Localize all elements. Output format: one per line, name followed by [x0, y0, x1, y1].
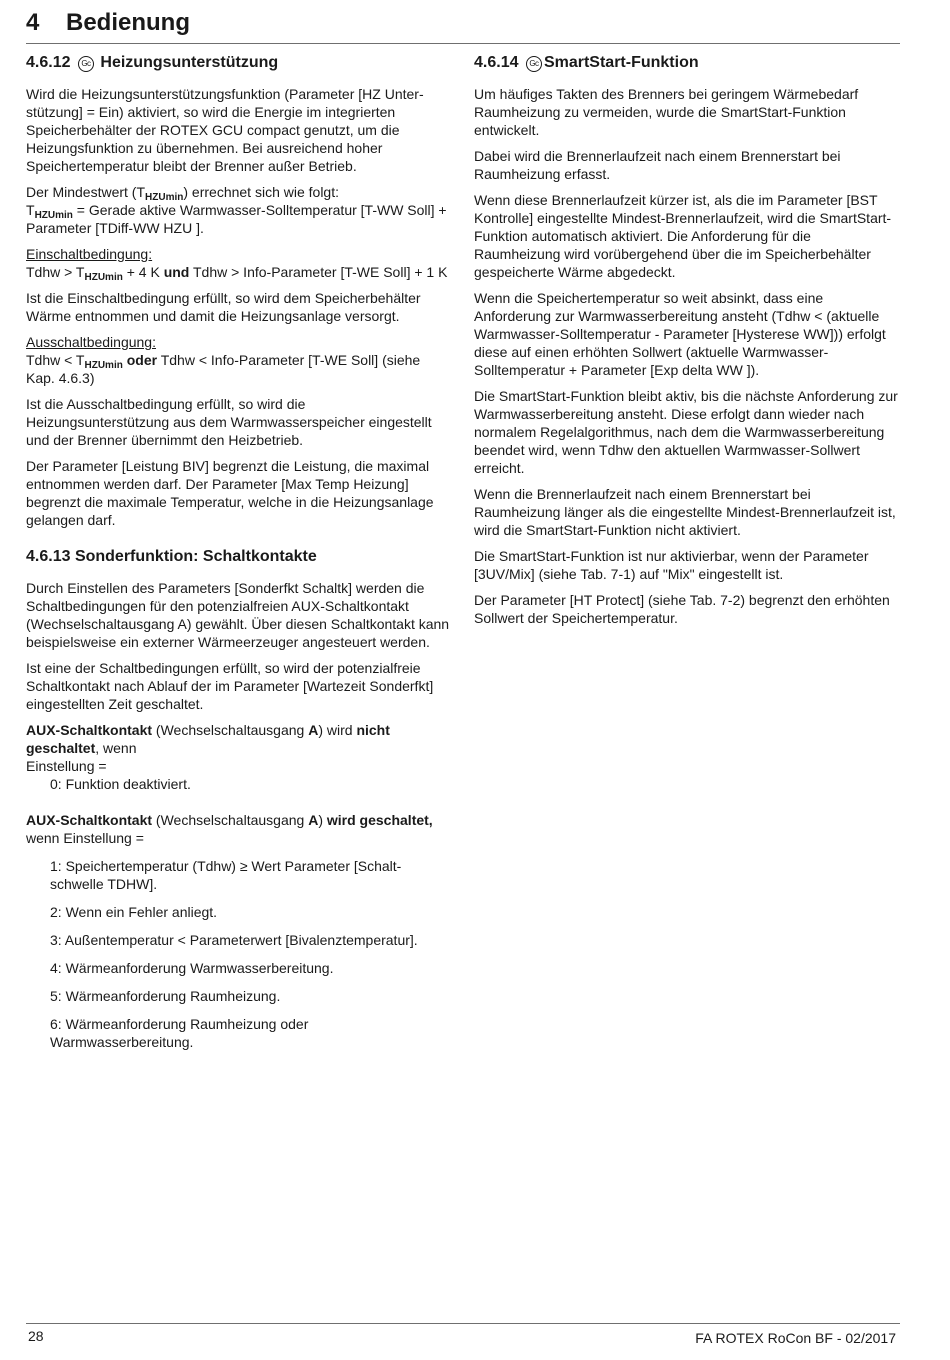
setting-list [26, 857, 452, 1051]
list-item: 4: Wärmeanforderung Warmwasserbereitung. [50, 960, 334, 976]
paragraph: Die SmartStart-Funktion ist nur aktivierbar, wenn der Parameter [3UV/Mix] (siehe Tab. 7-1) auf "Mix" eingestellt ist. [474, 548, 869, 582]
list-item: 6: Wärmeanforderung Raumheizung oder Warmwasserbereitung. [50, 1016, 309, 1050]
section-number: 4.6.12 [26, 54, 71, 71]
section-number: 4.6.14 [474, 54, 519, 71]
list-item: 3: Außentemperatur < Parameterwert [Bivalenztemperatur]. [50, 932, 418, 948]
formula-paragraph: Der Mindestwert $(T_{HZUmin})$ errechnet sich wie folgt: $T_{HZUmin}$ = Gerade aktive Warmwasser-Solltemperatur [T-WW Soll] + Parameter [TDiff-WW HZU ]. [26, 184, 447, 236]
paragraph: Der Parameter [HT Protect] (siehe Tab. 7-2) begrenzt den erhöhten Sollwert der Speichertemperatur. [474, 592, 890, 626]
paragraph: Ist die Ausschaltbedingung erfüllt, so wird die Heizungsunterstützung aus dem Warmwasserspeicher eingestellt und der Brenner übernimmt den Heizbetrieb. [26, 396, 432, 448]
list-item: 5: Wärmeanforderung Raumheizung. [50, 988, 281, 1004]
list-item: 2: Wenn ein Fehler anliegt. [50, 904, 218, 920]
right-column [474, 51, 900, 635]
gas-condensing-icon: Gc [526, 56, 542, 72]
section-heading-4-6-12 [26, 51, 452, 75]
gas-condensing-icon: Gc [78, 56, 94, 72]
paragraph: Ist die Einschaltbedingung erfüllt, so wird dem Speicherbehälter Wärme entnommen und damit die Heizungsanlage versorgt. [26, 290, 421, 324]
left-column [26, 51, 452, 1061]
paragraph: Die SmartStart-Funktion bleibt aktiv, bis die nächste Anforderung zur Warmwasserbereitung ansteht. Diese erfolgt dann wieder nach normalem Regelalgorithmus, nach dem die Warmwasserbereitung beendet wird, wenn Tdhw den aktuellen Warmwasser-Sollwert erreicht. [474, 388, 898, 476]
paragraph: Durch Einstellen des Parameters [Sonderfkt Schaltk] werden die Schaltbedingungen für den potenzialfreien AUX-Schaltkontakt (Wechselschaltausgang A) gewählt. Über diesen Schaltkontakt kann beispielsweise ein externer Wärmeerzeuger angesteuert werden. [26, 580, 450, 650]
condition-label: Einschaltbedingung: [26, 246, 153, 262]
section-title: Heizungsunterstützung [100, 54, 279, 71]
footer-divider [26, 1323, 900, 1324]
aux-not-switched: AUX-Schaltkontakt (Wechselschaltausgang A) wird nicht geschaltet, wenn Einstellung = 0: Funktion deaktiviert. [26, 722, 390, 792]
aux-switched: AUX-Schaltkontakt (Wechselschaltausgang A) wird geschaltet, wenn Einstellung = [26, 812, 433, 846]
header-divider [26, 43, 900, 44]
paragraph: Ist eine der Schaltbedingungen erfüllt, so wird der potenzialfreie Schaltkontakt nach Ablauf der im Parameter [Wartezeit Sonderfkt] eingestellten Zeit geschaltet. [26, 660, 434, 712]
chapter-heading [26, 6, 900, 40]
chapter-number: 4 [26, 9, 40, 36]
paragraph: Der Parameter [Leistung BIV] begrenzt die Leistung, die maximal entnommen werden darf. Der Parameter [Max Temp Heizung] begrenzt die maximale Temperatur, welche in die Heizungsanlage gelangen darf. [26, 458, 434, 528]
page-number: 28 [28, 1328, 44, 1344]
document-reference: FA ROTEX RoCon BF - 02/2017 [695, 1330, 896, 1346]
paragraph: Wird die Heizungsunterstützungsfunktion (Parameter [HZ Unter-stützung] = Ein) aktiviert, so wird die Energie im integrierten Speicherbehälter der ROTEX GCU compact genutzt, um die Heizungsfunktion zu übernehmen. Bei ausreichend hoher Speichertemperatur bleibt der Brenner außer Betrieb. [26, 86, 424, 174]
paragraph: Wenn diese Brennerlaufzeit kürzer ist, als die im Parameter [BST Kontrolle] eingestellte Mindest-Brennerlaufzeit, wird die SmartStart-Funktion automatisch aktiviert. Die Anforderung für die Raumheizung wird vorübergehend über die im Speicherbehälter gespeicherte Wärme abgedeckt. [474, 192, 892, 280]
paragraph: Dabei wird die Brennerlaufzeit nach einem Brennerstart bei Raumheizung erfasst. [474, 148, 841, 182]
paragraph: Wenn die Brennerlaufzeit nach einem Brennerstart bei Raumheizung länger als die eingestellte Mindest-Brennerlaufzeit ist, wird die SmartStart-Funktion nicht aktiviert. [474, 486, 896, 538]
list-item: 0: Funktion deaktiviert. [50, 776, 191, 792]
paragraph: Wenn die Speichertemperatur so weit absinkt, dass eine Anforderung zur Warmwasserbereitung ansteht (Tdhw < (aktuelle Warmwasser-Solltemperatur - Parameter [Hysterese WW])) erfolgt diese auf einen erhöhten Sollwert (aktuelle Warmwasser-Solltemperatur + Parameter [Exp delta WW ]). [474, 290, 886, 378]
condition-label: Ausschaltbedingung: [26, 334, 156, 350]
switch-off-condition: Ausschaltbedingung: Tdhw < $T_{HZUmin}$ oder Tdhw < Info-Parameter [T-WE Soll] (siehe Kap. 4.6.3) [26, 334, 421, 386]
section-title: Sonderfunktion: Schaltkontakte [74, 548, 317, 565]
section-title: SmartStart-Funktion [543, 54, 699, 71]
paragraph: Um häufiges Takten des Brenners bei geringem Wärmebedarf Raumheizung zu vermeiden, wurde die SmartStart-Funktion entwickelt. [474, 86, 859, 138]
chapter-title: Bedienung [66, 9, 190, 36]
section-heading-4-6-13 [26, 545, 452, 569]
section-number: 4.6.13 [26, 548, 71, 565]
list-item: 1: Speichertemperatur (Tdhw) ≥ Wert Parameter [Schalt-schwelle TDHW]. [50, 858, 402, 892]
section-heading-4-6-14 [474, 51, 900, 75]
switch-on-condition: Einschaltbedingung: Tdhw > $T_{HZUmin} + 4$ K und Tdhw > Info-Parameter [T-WE Soll] + 1 K [26, 246, 448, 283]
